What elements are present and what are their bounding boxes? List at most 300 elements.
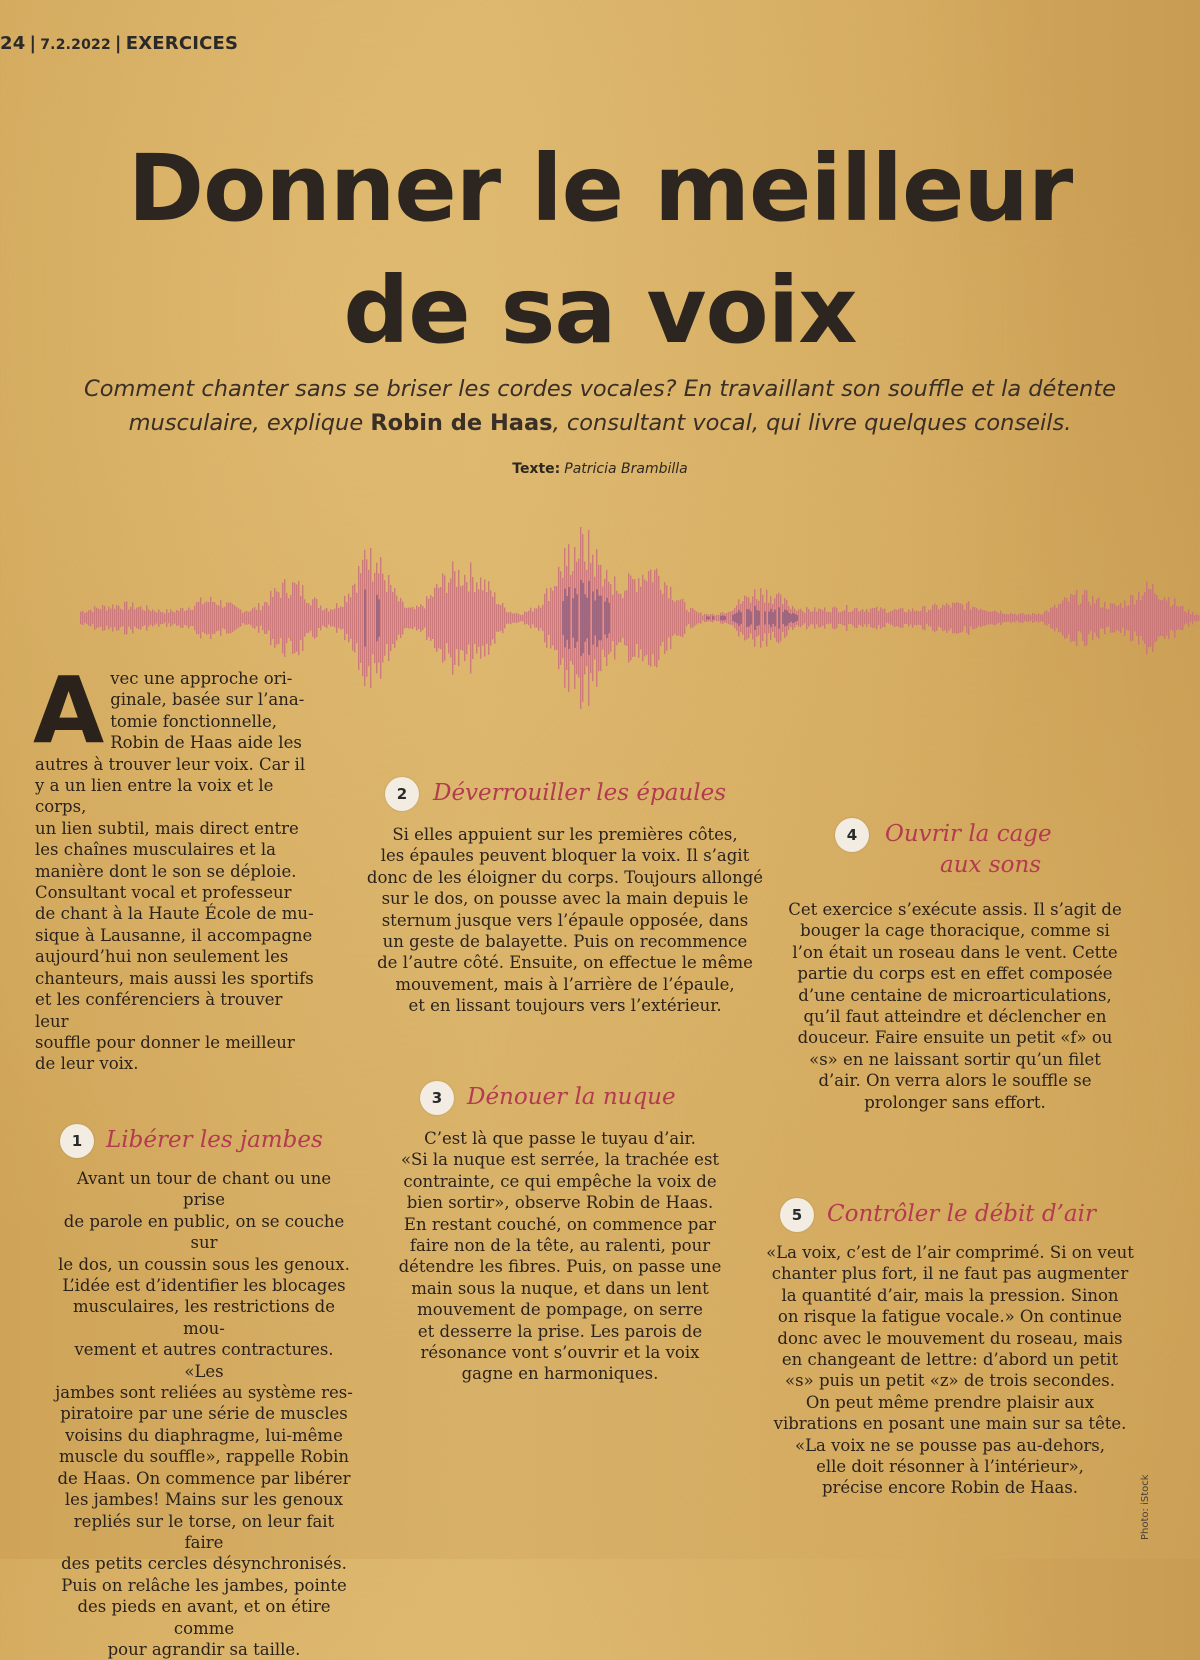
- wave-bar: [898, 609, 899, 627]
- wave-bar-accent: [605, 602, 606, 635]
- wave-bar: [928, 610, 929, 626]
- text-line: qu’il faut atteindre et déclencher en: [803, 1007, 1107, 1027]
- wave-bar-accent: [755, 606, 756, 630]
- wave-bar: [438, 588, 439, 649]
- text-line: les jambes! Mains sur les genoux: [64, 1490, 344, 1510]
- wave-bar: [520, 615, 521, 621]
- wave-bar: [948, 605, 949, 631]
- wave-bar: [662, 594, 663, 642]
- wave-bar: [396, 596, 397, 641]
- wave-bar: [1044, 611, 1045, 624]
- text-line: vibrations en posant une main sur sa tête.: [773, 1414, 1127, 1434]
- wave-bar: [642, 575, 643, 662]
- wave-bar: [846, 605, 847, 631]
- wave-bar: [678, 600, 679, 635]
- wave-bar-accent: [783, 612, 784, 624]
- wave-bar: [632, 579, 633, 657]
- text-line: de chant à la Haute École de mu-: [35, 904, 314, 924]
- wave-bar: [1122, 608, 1123, 627]
- wave-bar: [686, 610, 687, 626]
- wave-bar: [1084, 590, 1085, 647]
- wave-bar: [466, 582, 467, 654]
- section-label: EXERCICES: [125, 33, 239, 54]
- wave-bar: [1072, 595, 1073, 641]
- wave-bar: [1168, 597, 1169, 639]
- wave-bar-accent: [751, 612, 752, 625]
- wave-bar: [716, 615, 717, 621]
- wave-bar: [534, 608, 535, 627]
- wave-bar: [958, 603, 959, 633]
- wave-bar: [682, 599, 683, 638]
- wave-bar-accent: [583, 583, 584, 653]
- wave-bar: [620, 594, 621, 642]
- wave-bar: [450, 579, 451, 658]
- wave-bar: [490, 590, 491, 645]
- wave-bar: [402, 601, 403, 634]
- wave-bar: [1108, 609, 1109, 626]
- wave-bar: [812, 612, 813, 625]
- wave-bar: [162, 612, 163, 624]
- wave-bar: [800, 609, 801, 627]
- wave-bar: [262, 606, 263, 630]
- wave-bar-accent: [757, 610, 758, 626]
- wave-bar: [338, 608, 339, 628]
- wave-bar: [1184, 611, 1185, 624]
- exercise-4-text: [780, 899, 1130, 1113]
- wave-bar: [278, 592, 279, 644]
- wave-bar-accent: [771, 609, 772, 627]
- text-line: bouger la cage thoracique, comme si: [800, 921, 1110, 941]
- wave-bar: [554, 586, 555, 650]
- wave-bar: [408, 608, 409, 629]
- text-line: muscle du souffle», rappelle Robin: [58, 1447, 350, 1467]
- wave-bar: [524, 611, 525, 624]
- wave-bar: [298, 581, 299, 655]
- wave-bar: [1198, 615, 1199, 620]
- wave-bar: [696, 612, 697, 625]
- text-line: chanter plus fort, il ne faut pas augmenter: [771, 1264, 1129, 1284]
- wave-bar: [172, 611, 173, 624]
- wave-bar-accent: [765, 612, 766, 625]
- wave-bar: [640, 587, 641, 650]
- wave-bar: [1016, 615, 1017, 621]
- wave-bar: [672, 600, 673, 636]
- wave-bar: [698, 613, 699, 623]
- wave-bar: [852, 611, 853, 626]
- wave-bar-accent: [789, 613, 790, 623]
- wave-bar: [332, 610, 333, 626]
- wave-bar: [1152, 584, 1153, 652]
- wave-bar-accent: [739, 610, 740, 626]
- text-line: partie du corps est en effet composée: [797, 964, 1113, 984]
- wave-bar-accent: [569, 587, 570, 649]
- wave-bar: [192, 610, 193, 626]
- wave-bar: [1126, 606, 1127, 630]
- wave-bar: [1086, 590, 1087, 646]
- wave-bar: [478, 589, 479, 646]
- wave-bar: [636, 592, 637, 644]
- text-line: donc avec le mouvement du roseau, mais: [777, 1328, 1123, 1348]
- wave-bar: [862, 609, 863, 627]
- wave-bar: [904, 612, 905, 624]
- wave-bar: [660, 590, 661, 646]
- wave-bar: [200, 597, 201, 638]
- wave-bar: [212, 602, 213, 634]
- wave-bar-accent: [597, 589, 598, 647]
- wave-bar: [668, 599, 669, 638]
- text-line: elle doit résonner à l’intérieur»,: [816, 1457, 1084, 1477]
- wave-bar: [382, 574, 383, 663]
- text-line: sique à Lausanne, il accompagne: [35, 925, 313, 945]
- wave-bar: [310, 605, 311, 630]
- wave-bar: [1112, 604, 1113, 633]
- text-line: faire non de la tête, au ralenti, pour: [409, 1236, 711, 1256]
- wave-bar: [500, 605, 501, 631]
- wave-bar: [1100, 608, 1101, 628]
- text-line: les chaînes musculaires et la: [35, 840, 276, 860]
- wave-bar: [556, 586, 557, 650]
- text-line: sur le dos, on pousse avec la main depuis le: [381, 889, 749, 909]
- wave-bar: [90, 610, 91, 627]
- wave-bar: [270, 591, 271, 646]
- wave-bar: [1008, 615, 1009, 622]
- wave-bar: [834, 606, 835, 629]
- wave-bar: [132, 602, 133, 633]
- wave-bar: [680, 600, 681, 637]
- wave-bar: [1070, 594, 1071, 642]
- wave-bar: [614, 576, 615, 659]
- byline: [0, 461, 1200, 477]
- wave-bar: [992, 611, 993, 624]
- text-line: douceur. Faire ensuite un petit «f» ou: [797, 1028, 1113, 1048]
- wave-bar: [400, 598, 401, 638]
- text-line: En restant couché, on commence par: [403, 1214, 717, 1234]
- wave-bar: [1124, 600, 1125, 635]
- wave-bar: [244, 611, 245, 624]
- wave-bar: [374, 573, 375, 663]
- wave-bar-accent: [587, 598, 588, 638]
- wave-bar: [972, 607, 973, 630]
- wave-bar: [458, 570, 459, 666]
- wave-bar: [1034, 614, 1035, 622]
- wave-bar-accent: [773, 612, 774, 624]
- text-line: musculaires, les restrictions de mou-: [72, 1297, 336, 1338]
- wave-bar: [498, 604, 499, 632]
- text-line: des petits cercles désynchronisés.: [61, 1554, 347, 1574]
- text-line: résonance vont s’ouvrir et la voix: [420, 1343, 700, 1363]
- wave-bar: [1060, 604, 1061, 633]
- wave-bar: [1110, 603, 1111, 633]
- wave-bar: [650, 569, 651, 666]
- wave-bar: [878, 611, 879, 625]
- wave-bar: [1130, 595, 1131, 642]
- wave-bar: [508, 613, 509, 624]
- wave-bar: [266, 602, 267, 634]
- wave-bar: [122, 610, 123, 626]
- wave-bar: [978, 610, 979, 626]
- wave-bar: [544, 594, 545, 643]
- wave-bar-accent: [769, 612, 770, 625]
- wave-bar: [288, 598, 289, 638]
- wave-bar: [484, 579, 485, 656]
- wave-bar: [560, 571, 561, 665]
- wave-bar: [476, 582, 477, 653]
- wave-bar: [956, 602, 957, 634]
- wave-bar: [370, 548, 371, 688]
- wave-bar: [88, 610, 89, 625]
- wave-bar: [990, 612, 991, 625]
- wave-bar: [538, 605, 539, 630]
- wave-bar: [412, 607, 413, 629]
- wave-bar: [1156, 595, 1157, 641]
- photo-credit: Photo: iStock: [1140, 1474, 1151, 1540]
- wave-bar: [1178, 607, 1179, 629]
- wave-bar: [356, 593, 357, 643]
- wave-bar: [882, 609, 883, 627]
- wave-bar-accent: [567, 596, 568, 640]
- wave-bar: [140, 606, 141, 629]
- wave-bar: [530, 608, 531, 629]
- wave-bar: [142, 610, 143, 627]
- wave-bar: [398, 601, 399, 634]
- wave-bar: [1188, 609, 1189, 627]
- standfirst: [40, 372, 1160, 440]
- wave-bar: [558, 567, 559, 669]
- wave-bar: [238, 608, 239, 627]
- wave-bar: [1088, 602, 1089, 635]
- wave-bar: [674, 602, 675, 634]
- text-line: donc de les éloigner du corps. Toujours allongé: [366, 867, 764, 887]
- text-line: la quantité d’air, mais la pression. Sinon: [781, 1285, 1119, 1305]
- wave-bar: [804, 613, 805, 623]
- wave-bar: [148, 610, 149, 627]
- wave-bar: [82, 611, 83, 625]
- wave-bar: [820, 609, 821, 627]
- wave-bar: [340, 606, 341, 629]
- wave-bar: [704, 614, 705, 622]
- wave-bar: [848, 612, 849, 624]
- wave-bar-accent: [785, 610, 786, 627]
- wave-bar: [658, 576, 659, 660]
- byline-label: Texte:: [512, 461, 561, 477]
- wave-bar-accent: [747, 609, 748, 627]
- wave-bar: [638, 578, 639, 658]
- wave-bar: [526, 612, 527, 624]
- wave-bar: [854, 608, 855, 628]
- wave-bar: [472, 577, 473, 659]
- wave-bar-accent: [737, 613, 738, 624]
- wave-bar: [104, 606, 105, 631]
- wave-bar: [448, 582, 449, 653]
- wave-bar-accent: [721, 616, 722, 620]
- wave-bar: [1192, 612, 1193, 625]
- wave-bar: [1062, 600, 1063, 635]
- text-line: main sous la nuque, et dans un lent: [411, 1278, 709, 1298]
- wave-bar: [880, 607, 881, 628]
- wave-bar-accent: [707, 616, 708, 619]
- wave-bar: [690, 608, 691, 628]
- wave-bar: [492, 597, 493, 640]
- wave-bar: [974, 607, 975, 629]
- wave-bar-accent: [589, 581, 590, 655]
- wave-bar: [816, 612, 817, 625]
- issue-date: 7.2.2022: [40, 37, 111, 53]
- wave-bar: [826, 612, 827, 624]
- wave-bar: [224, 607, 225, 630]
- wave-bar: [384, 580, 385, 655]
- wave-bar: [306, 603, 307, 633]
- wave-bar: [998, 613, 999, 622]
- wave-bar: [1138, 592, 1139, 645]
- text-line: et desserre la prise. Les parois de: [417, 1321, 703, 1341]
- wave-bar: [258, 603, 259, 633]
- wave-bar: [872, 608, 873, 628]
- wave-bar: [578, 559, 579, 678]
- wave-bar: [86, 612, 87, 624]
- wave-bar: [502, 603, 503, 633]
- text-line: pour agrandir sa taille.: [107, 1639, 301, 1659]
- wave-bar: [280, 598, 281, 638]
- wave-bar: [850, 612, 851, 624]
- wave-bar: [932, 605, 933, 630]
- wave-bar: [276, 591, 277, 644]
- headline-line-2: de sa voix: [343, 257, 857, 364]
- wave-bar: [954, 603, 955, 633]
- wave-bar: [386, 592, 387, 644]
- wave-bar: [1014, 614, 1015, 623]
- text-line: autres à trouver leur voix. Car il: [35, 754, 306, 774]
- wave-bar: [336, 603, 337, 633]
- text-line: les épaules peuvent bloquer la voix. Il s’agit: [380, 846, 750, 866]
- wave-bar: [84, 613, 85, 623]
- text-line: On peut même prendre plaisir aux: [805, 1392, 1095, 1412]
- wave-bar-accent: [775, 610, 776, 627]
- wave-bar: [670, 587, 671, 649]
- wave-bar: [612, 595, 613, 641]
- wave-bar-accent: [585, 594, 586, 641]
- wave-bar: [308, 603, 309, 633]
- wave-bar: [832, 607, 833, 628]
- wave-bar: [414, 609, 415, 627]
- wave-bar-accent: [797, 615, 798, 621]
- wave-bar: [202, 604, 203, 631]
- wave-bar: [858, 611, 859, 624]
- wave-bar: [430, 595, 431, 641]
- wave-bar: [100, 609, 101, 626]
- wave-bar: [446, 593, 447, 643]
- wave-bar: [422, 606, 423, 630]
- wave-bar: [760, 588, 761, 648]
- wave-bar-accent: [575, 588, 576, 648]
- wave-bar: [1190, 614, 1191, 622]
- wave-bar: [866, 609, 867, 627]
- wave-bar: [654, 570, 655, 666]
- wave-bar: [666, 585, 667, 650]
- wave-bar: [646, 581, 647, 655]
- wave-bar: [540, 608, 541, 629]
- wave-bar: [962, 604, 963, 631]
- wave-bar: [936, 605, 937, 631]
- wave-bar-accent: [595, 601, 596, 636]
- headline-line-1: Donner le meilleur: [127, 135, 1073, 242]
- wave-bar: [702, 615, 703, 620]
- wave-bar: [1082, 595, 1083, 641]
- text-line: L’idée est d’identifier les blocages: [62, 1276, 346, 1296]
- wave-bar: [390, 585, 391, 651]
- page-number: 24: [0, 33, 26, 54]
- wave-bar: [328, 611, 329, 624]
- wave-bar: [808, 609, 809, 627]
- wave-bar: [618, 593, 619, 642]
- wave-bar: [208, 602, 209, 634]
- wave-bar: [1186, 613, 1187, 624]
- wave-bar: [1182, 606, 1183, 630]
- wave-bar: [330, 609, 331, 627]
- wave-bar: [274, 588, 275, 648]
- text-line: aujourd’hui non seulement les: [35, 947, 289, 967]
- text-line: bien sortir», observe Robin de Haas.: [406, 1193, 714, 1213]
- text-line: sternum jusque vers l’épaule opposée, dans: [381, 910, 749, 930]
- wave-bar: [870, 609, 871, 628]
- wave-bar: [406, 608, 407, 628]
- wave-bar: [1106, 609, 1107, 627]
- wave-bar: [830, 612, 831, 623]
- wave-bar: [504, 608, 505, 629]
- wave-bar: [888, 612, 889, 623]
- exercise-3-text: [380, 1128, 740, 1385]
- wave-bar: [358, 566, 359, 670]
- wave-bar: [196, 602, 197, 634]
- wave-bar: [190, 610, 191, 626]
- wave-bar: [1102, 607, 1103, 629]
- text-line: des pieds en avant, et on étire comme: [77, 1597, 331, 1638]
- wave-bar: [1056, 608, 1057, 628]
- wave-bar-accent: [725, 616, 726, 620]
- wave-bar: [230, 603, 231, 634]
- wave-bar: [102, 605, 103, 631]
- wave-bar-accent: [741, 612, 742, 624]
- wave-bar: [894, 609, 895, 627]
- wave-bar: [334, 609, 335, 628]
- wave-bar: [824, 607, 825, 628]
- wave-bar: [676, 600, 677, 636]
- wave-bar: [876, 607, 877, 630]
- wave-bar: [324, 609, 325, 627]
- wave-bar: [326, 608, 327, 628]
- wave-bar: [892, 610, 893, 625]
- wave-bar: [464, 575, 465, 661]
- wave-bar: [424, 608, 425, 627]
- wave-bar: [318, 608, 319, 628]
- wave-bar: [136, 608, 137, 629]
- wave-bar: [700, 612, 701, 623]
- wave-bar: [248, 612, 249, 624]
- wave-bar: [116, 605, 117, 631]
- wave-bar: [80, 612, 81, 625]
- wave-bar: [1058, 604, 1059, 632]
- wave-bar: [98, 609, 99, 628]
- wave-bar: [394, 588, 395, 648]
- wave-bar: [924, 606, 925, 630]
- wave-bar: [610, 584, 611, 652]
- wave-bar-accent: [599, 596, 600, 641]
- wave-bar: [154, 611, 155, 625]
- wave-bar: [286, 593, 287, 643]
- wave-bar: [946, 603, 947, 633]
- wave-bar: [874, 608, 875, 628]
- wave-bar: [514, 613, 515, 622]
- wave-bar-accent: [565, 589, 566, 648]
